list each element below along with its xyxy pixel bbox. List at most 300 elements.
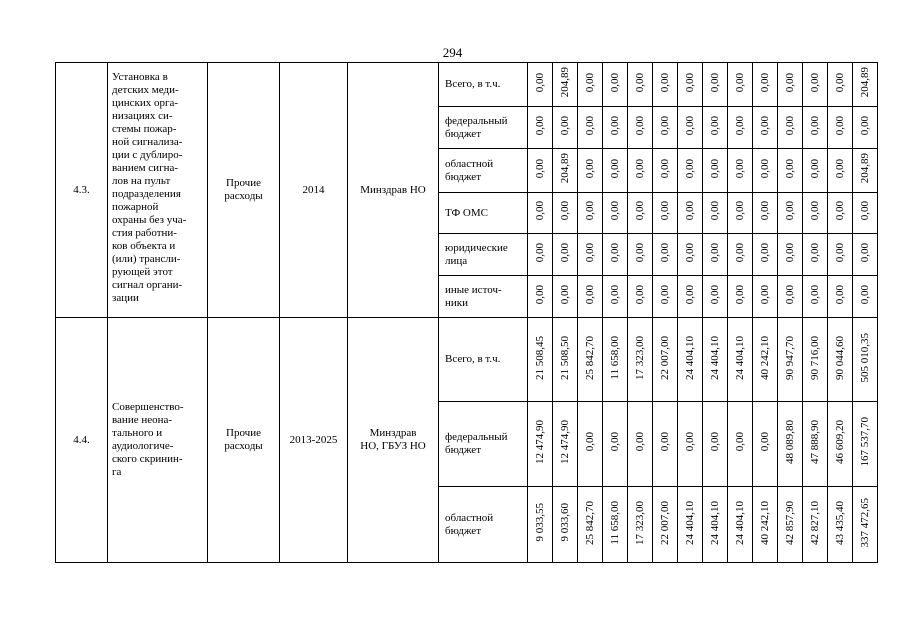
amount-cell xyxy=(578,276,603,318)
amount-cell xyxy=(578,63,603,107)
amount-value: 0,00 xyxy=(833,284,846,305)
amount-cell xyxy=(728,402,753,487)
amount-value: 0,00 xyxy=(733,242,746,263)
amount-value: 0,00 xyxy=(783,72,796,93)
amount-cell xyxy=(778,63,803,107)
amount-value: 0,00 xyxy=(833,158,846,179)
amount-cell xyxy=(603,63,628,107)
funding-source-line: ТФ ОМС xyxy=(445,206,488,219)
executor-line: Минздрав xyxy=(369,427,417,439)
amount-cell xyxy=(728,276,753,318)
amount-cell xyxy=(828,402,853,487)
table-body xyxy=(56,63,878,563)
amount-value: 0,00 xyxy=(683,115,696,136)
amount-cell xyxy=(778,234,803,276)
amount-cell xyxy=(628,276,653,318)
amount-value: 0,00 xyxy=(683,242,696,263)
amount-value: 90 716,00 xyxy=(808,335,821,380)
amount-value: 0,00 xyxy=(683,201,696,221)
amount-value: 0,00 xyxy=(583,115,596,136)
amount-cell xyxy=(828,63,853,107)
amount-value: 0,00 xyxy=(658,115,671,136)
amount-cell xyxy=(803,234,828,276)
amount-value: 0,00 xyxy=(858,284,871,305)
amount-value: 0,00 xyxy=(808,115,821,136)
amount-value: 0,00 xyxy=(658,432,671,452)
amount-cell xyxy=(828,107,853,149)
amount-cell xyxy=(778,318,803,402)
amount-cell xyxy=(578,149,603,193)
funding-source-line: бюджет xyxy=(445,127,481,140)
amount-cell xyxy=(653,402,678,487)
amount-cell xyxy=(703,234,728,276)
amount-value: 0,00 xyxy=(608,158,621,179)
amount-cell xyxy=(728,193,753,234)
funding-source-cell xyxy=(439,193,528,234)
expense-type-line: Прочие xyxy=(226,427,261,439)
amount-value: 24 404,10 xyxy=(683,335,696,380)
amount-value: 40 242,10 xyxy=(758,335,771,380)
amount-cell xyxy=(528,402,553,487)
amount-cell xyxy=(853,276,878,318)
funding-source-cell xyxy=(439,318,528,402)
amount-value: 0,00 xyxy=(783,201,796,221)
amount-cell xyxy=(778,402,803,487)
measure-name-line: ной сигнализа- xyxy=(112,136,183,148)
funding-source-line: Всего, в т.ч. xyxy=(445,353,501,365)
amount-cell xyxy=(553,487,578,563)
amount-value: 22 007,00 xyxy=(658,335,671,380)
funding-source-line: бюджет xyxy=(445,170,481,183)
measure-name-line: стемы пожар- xyxy=(112,123,177,135)
amount-cell xyxy=(653,149,678,193)
amount-cell xyxy=(553,276,578,318)
amount-value: 0,00 xyxy=(833,115,846,136)
page-number: 294 xyxy=(442,45,463,60)
item-number-cell: 4.4. xyxy=(56,318,108,563)
amount-value: 90 044,60 xyxy=(833,335,846,380)
amount-value: 0,00 xyxy=(708,242,721,263)
amount-cell xyxy=(753,193,778,234)
amount-value: 0,00 xyxy=(683,72,696,93)
amount-cell xyxy=(603,149,628,193)
amount-cell xyxy=(853,193,878,234)
funding-source-line: федеральный xyxy=(445,431,508,443)
amount-value: 204,89 xyxy=(558,67,571,98)
amount-value: 47 888,90 xyxy=(808,420,821,464)
years-cell: 2014 xyxy=(280,63,348,318)
amount-value: 0,00 xyxy=(608,242,621,263)
expense-type-cell xyxy=(208,318,280,563)
amount-cell xyxy=(578,234,603,276)
amount-cell xyxy=(728,487,753,563)
amount-cell xyxy=(678,234,703,276)
amount-cell xyxy=(628,318,653,402)
measure-name-line: охраны без уча- xyxy=(112,214,187,226)
amount-value: 0,00 xyxy=(658,158,671,179)
amount-cell xyxy=(553,402,578,487)
amount-cell xyxy=(578,193,603,234)
amount-value: 0,00 xyxy=(633,432,646,452)
amount-cell xyxy=(828,234,853,276)
measure-name-line: тального и xyxy=(112,427,163,439)
measure-name-line: стия работни- xyxy=(112,227,177,239)
amount-cell xyxy=(578,107,603,149)
amount-value: 43 435,40 xyxy=(833,500,846,545)
amount-cell xyxy=(603,107,628,149)
amount-value: 0,00 xyxy=(683,432,696,452)
funding-source-line: областной xyxy=(445,157,494,170)
measure-name-line: Совершенство- xyxy=(112,401,184,413)
expense-type-line: расходы xyxy=(224,440,263,452)
measure-name-line: ванием сигна- xyxy=(112,162,179,174)
amount-value: 24 404,10 xyxy=(683,500,696,545)
amount-value: 0,00 xyxy=(533,115,546,136)
amount-value: 25 842,70 xyxy=(583,335,596,380)
amount-value: 0,00 xyxy=(783,115,796,136)
amount-cell xyxy=(703,63,728,107)
table-row xyxy=(56,63,878,107)
amount-cell xyxy=(828,318,853,402)
amount-cell xyxy=(528,276,553,318)
amount-value: 0,00 xyxy=(758,284,771,305)
amount-value: 0,00 xyxy=(833,242,846,263)
amount-value: 0,00 xyxy=(683,158,696,179)
amount-value: 0,00 xyxy=(858,115,871,136)
amount-cell xyxy=(578,402,603,487)
amount-cell xyxy=(778,487,803,563)
amount-value: 0,00 xyxy=(733,432,746,452)
amount-value: 337 472,65 xyxy=(858,497,871,548)
measure-name-cell xyxy=(108,318,208,563)
amount-value: 0,00 xyxy=(633,72,646,93)
amount-value: 0,00 xyxy=(733,72,746,93)
amount-value: 22 007,00 xyxy=(658,500,671,545)
funding-source-line: бюджет xyxy=(445,524,481,537)
executor-line: Минздрав НО xyxy=(360,183,426,196)
table-row xyxy=(56,318,878,402)
amount-value: 0,00 xyxy=(758,158,771,179)
funding-source-cell xyxy=(439,107,528,149)
amount-value: 0,00 xyxy=(533,201,546,221)
amount-value: 0,00 xyxy=(708,201,721,221)
amount-cell xyxy=(678,487,703,563)
amount-cell xyxy=(703,107,728,149)
amount-cell xyxy=(553,107,578,149)
amount-value: 0,00 xyxy=(608,284,621,305)
amount-value: 0,00 xyxy=(633,242,646,263)
amount-cell xyxy=(753,318,778,402)
funding-source-cell xyxy=(439,149,528,193)
amount-cell xyxy=(703,402,728,487)
measure-name-line: (или) трансли- xyxy=(112,253,181,265)
amount-value: 21 508,50 xyxy=(558,335,571,380)
funding-source-line: лица xyxy=(445,254,468,267)
amount-cell xyxy=(828,149,853,193)
amount-cell xyxy=(703,149,728,193)
amount-value: 0,00 xyxy=(633,284,646,305)
amount-cell xyxy=(853,107,878,149)
amount-cell xyxy=(553,234,578,276)
amount-cell xyxy=(728,149,753,193)
funding-source-line: юридические xyxy=(445,241,508,254)
amount-value: 0,00 xyxy=(683,284,696,305)
amount-value: 11 658,00 xyxy=(608,500,621,545)
amount-cell xyxy=(778,149,803,193)
item-number-cell: 4.3. xyxy=(56,63,108,318)
expense-type-line: Прочие xyxy=(226,177,261,189)
amount-value: 0,00 xyxy=(733,284,746,305)
amount-cell xyxy=(803,276,828,318)
amount-cell xyxy=(853,63,878,107)
measure-name-line: низациях си- xyxy=(112,110,173,122)
amount-value: 0,00 xyxy=(783,242,796,263)
amount-value: 0,00 xyxy=(558,201,571,221)
amount-value: 0,00 xyxy=(783,158,796,179)
amount-cell xyxy=(853,402,878,487)
measure-name-line: пожарной xyxy=(112,201,159,213)
amount-cell xyxy=(553,149,578,193)
funding-source-cell xyxy=(439,63,528,107)
amount-value: 0,00 xyxy=(658,284,671,305)
funding-source-cell xyxy=(439,402,528,487)
amount-cell xyxy=(653,63,678,107)
amount-cell xyxy=(628,402,653,487)
measure-name-line: ского скринин- xyxy=(112,453,183,465)
amount-value: 0,00 xyxy=(733,115,746,136)
amount-cell xyxy=(528,149,553,193)
amount-cell xyxy=(603,234,628,276)
amount-value: 0,00 xyxy=(758,115,771,136)
amount-value: 0,00 xyxy=(608,115,621,136)
amount-cell xyxy=(778,193,803,234)
amount-cell xyxy=(853,318,878,402)
amount-cell xyxy=(853,149,878,193)
amount-value: 0,00 xyxy=(633,158,646,179)
measure-name-line: ции с дублиро- xyxy=(112,149,183,161)
amount-value: 12 474,90 xyxy=(558,420,571,464)
measure-name-line: аудиологиче- xyxy=(112,440,174,452)
amount-cell xyxy=(678,318,703,402)
amount-value: 0,00 xyxy=(808,158,821,179)
amount-cell xyxy=(803,402,828,487)
expense-type-cell xyxy=(208,63,280,318)
amount-cell xyxy=(628,234,653,276)
amount-cell xyxy=(628,487,653,563)
executor-cell xyxy=(348,63,439,318)
measure-name-line: Установка в xyxy=(112,71,168,83)
amount-cell xyxy=(678,402,703,487)
amount-cell xyxy=(753,402,778,487)
amount-value: 0,00 xyxy=(583,432,596,452)
amount-cell xyxy=(653,276,678,318)
measure-name-line: сигнал органи- xyxy=(112,279,183,291)
amount-value: 0,00 xyxy=(858,201,871,221)
amount-value: 0,00 xyxy=(633,201,646,221)
amount-cell xyxy=(753,487,778,563)
amount-value: 0,00 xyxy=(808,284,821,305)
amount-value: 505 010,35 xyxy=(858,332,871,383)
amount-value: 0,00 xyxy=(808,72,821,93)
amount-value: 0,00 xyxy=(533,242,546,263)
amount-cell xyxy=(528,107,553,149)
amount-value: 0,00 xyxy=(533,284,546,305)
amount-cell xyxy=(678,149,703,193)
amount-cell xyxy=(828,487,853,563)
amount-value: 0,00 xyxy=(758,72,771,93)
amount-cell xyxy=(553,63,578,107)
amount-cell xyxy=(703,193,728,234)
amount-cell xyxy=(528,193,553,234)
amount-value: 0,00 xyxy=(533,72,546,93)
amount-value: 0,00 xyxy=(608,201,621,221)
amount-cell xyxy=(603,276,628,318)
amount-cell xyxy=(803,193,828,234)
amount-value: 0,00 xyxy=(833,72,846,93)
amount-cell xyxy=(653,487,678,563)
funding-source-cell xyxy=(439,234,528,276)
measure-name-line: детских меди- xyxy=(112,84,179,96)
amount-value: 204,89 xyxy=(558,153,571,184)
amount-value: 40 242,10 xyxy=(758,500,771,545)
program-funding-table xyxy=(55,62,878,563)
amount-cell xyxy=(703,487,728,563)
amount-cell xyxy=(628,63,653,107)
amount-cell xyxy=(778,107,803,149)
amount-value: 42 827,10 xyxy=(808,500,821,545)
amount-value: 0,00 xyxy=(633,115,646,136)
amount-value: 0,00 xyxy=(558,242,571,263)
amount-cell xyxy=(853,234,878,276)
amount-cell xyxy=(753,234,778,276)
funding-source-line: областной xyxy=(445,511,494,524)
amount-value: 0,00 xyxy=(808,242,821,263)
amount-cell xyxy=(703,276,728,318)
amount-value: 0,00 xyxy=(658,72,671,93)
amount-cell xyxy=(828,193,853,234)
amount-cell xyxy=(553,193,578,234)
amount-value: 0,00 xyxy=(833,201,846,221)
amount-cell xyxy=(628,149,653,193)
amount-value: 42 857,90 xyxy=(783,500,796,545)
amount-value: 0,00 xyxy=(558,284,571,305)
measure-name-line: га xyxy=(112,466,122,478)
amount-cell xyxy=(703,318,728,402)
amount-value: 0,00 xyxy=(608,72,621,93)
amount-cell xyxy=(678,63,703,107)
amount-value: 0,00 xyxy=(708,158,721,179)
amount-value: 0,00 xyxy=(758,242,771,263)
amount-value: 0,00 xyxy=(733,158,746,179)
amount-value: 0,00 xyxy=(608,432,621,452)
amount-cell xyxy=(603,318,628,402)
amount-cell xyxy=(728,107,753,149)
funding-source-line: иные источ- xyxy=(445,283,502,296)
amount-cell xyxy=(828,276,853,318)
amount-cell xyxy=(578,318,603,402)
measure-name-cell xyxy=(108,63,208,318)
funding-source-line: Всего, в т.ч. xyxy=(445,78,501,90)
amount-value: 24 404,10 xyxy=(733,335,746,380)
amount-value: 17 323,00 xyxy=(633,335,646,380)
amount-cell xyxy=(803,318,828,402)
amount-value: 0,00 xyxy=(583,158,596,179)
executor-cell xyxy=(348,318,439,563)
amount-cell xyxy=(728,63,753,107)
amount-value: 9 033,55 xyxy=(533,503,546,542)
amount-cell xyxy=(653,318,678,402)
amount-value: 0,00 xyxy=(558,115,571,136)
amount-value: 0,00 xyxy=(708,72,721,93)
amount-value: 21 508,45 xyxy=(533,335,546,380)
amount-value: 24 404,10 xyxy=(708,335,721,380)
amount-value: 0,00 xyxy=(658,201,671,221)
amount-value: 90 947,70 xyxy=(783,335,796,380)
amount-value: 167 537,70 xyxy=(858,417,871,467)
measure-name-line: подразделения xyxy=(112,188,181,200)
amount-value: 0,00 xyxy=(583,284,596,305)
amount-value: 0,00 xyxy=(733,201,746,221)
funding-source-cell xyxy=(439,276,528,318)
amount-cell xyxy=(778,276,803,318)
amount-cell xyxy=(678,276,703,318)
measure-name-line: ков объекта и xyxy=(112,240,176,252)
amount-cell xyxy=(803,149,828,193)
amount-value: 204,89 xyxy=(858,153,871,184)
measure-name-line: вание неона- xyxy=(112,414,173,426)
measure-name-line: лов на пульт xyxy=(112,175,171,187)
amount-cell xyxy=(803,107,828,149)
amount-value: 204,89 xyxy=(858,67,871,98)
funding-source-cell xyxy=(439,487,528,563)
amount-value: 0,00 xyxy=(658,242,671,263)
amount-cell xyxy=(528,487,553,563)
funding-source-line: бюджет xyxy=(445,444,481,456)
amount-value: 48 089,80 xyxy=(783,420,796,464)
amount-cell xyxy=(753,276,778,318)
amount-cell xyxy=(803,63,828,107)
measure-name-line: цинских орга- xyxy=(112,97,179,109)
amount-cell xyxy=(603,193,628,234)
amount-cell xyxy=(603,402,628,487)
amount-value: 0,00 xyxy=(583,242,596,263)
funding-source-line: ники xyxy=(445,296,469,309)
measure-name-line: рующей этот xyxy=(112,266,173,278)
amount-cell xyxy=(678,193,703,234)
amount-value: 0,00 xyxy=(583,201,596,221)
funding-source-line: федеральный xyxy=(445,114,508,127)
amount-cell xyxy=(678,107,703,149)
amount-cell xyxy=(653,107,678,149)
amount-value: 11 658,00 xyxy=(608,335,621,380)
amount-value: 12 474,90 xyxy=(533,420,546,464)
amount-value: 25 842,70 xyxy=(583,500,596,545)
amount-cell xyxy=(853,487,878,563)
amount-value: 24 404,10 xyxy=(708,500,721,545)
amount-cell xyxy=(753,63,778,107)
amount-cell xyxy=(653,234,678,276)
amount-value: 0,00 xyxy=(583,72,596,93)
amount-value: 0,00 xyxy=(808,201,821,221)
amount-cell xyxy=(528,318,553,402)
amount-cell xyxy=(553,318,578,402)
years-cell: 2013-2025 xyxy=(280,318,348,563)
amount-value: 24 404,10 xyxy=(733,500,746,545)
amount-cell xyxy=(628,107,653,149)
amount-cell xyxy=(803,487,828,563)
amount-value: 0,00 xyxy=(858,242,871,263)
amount-cell xyxy=(528,234,553,276)
